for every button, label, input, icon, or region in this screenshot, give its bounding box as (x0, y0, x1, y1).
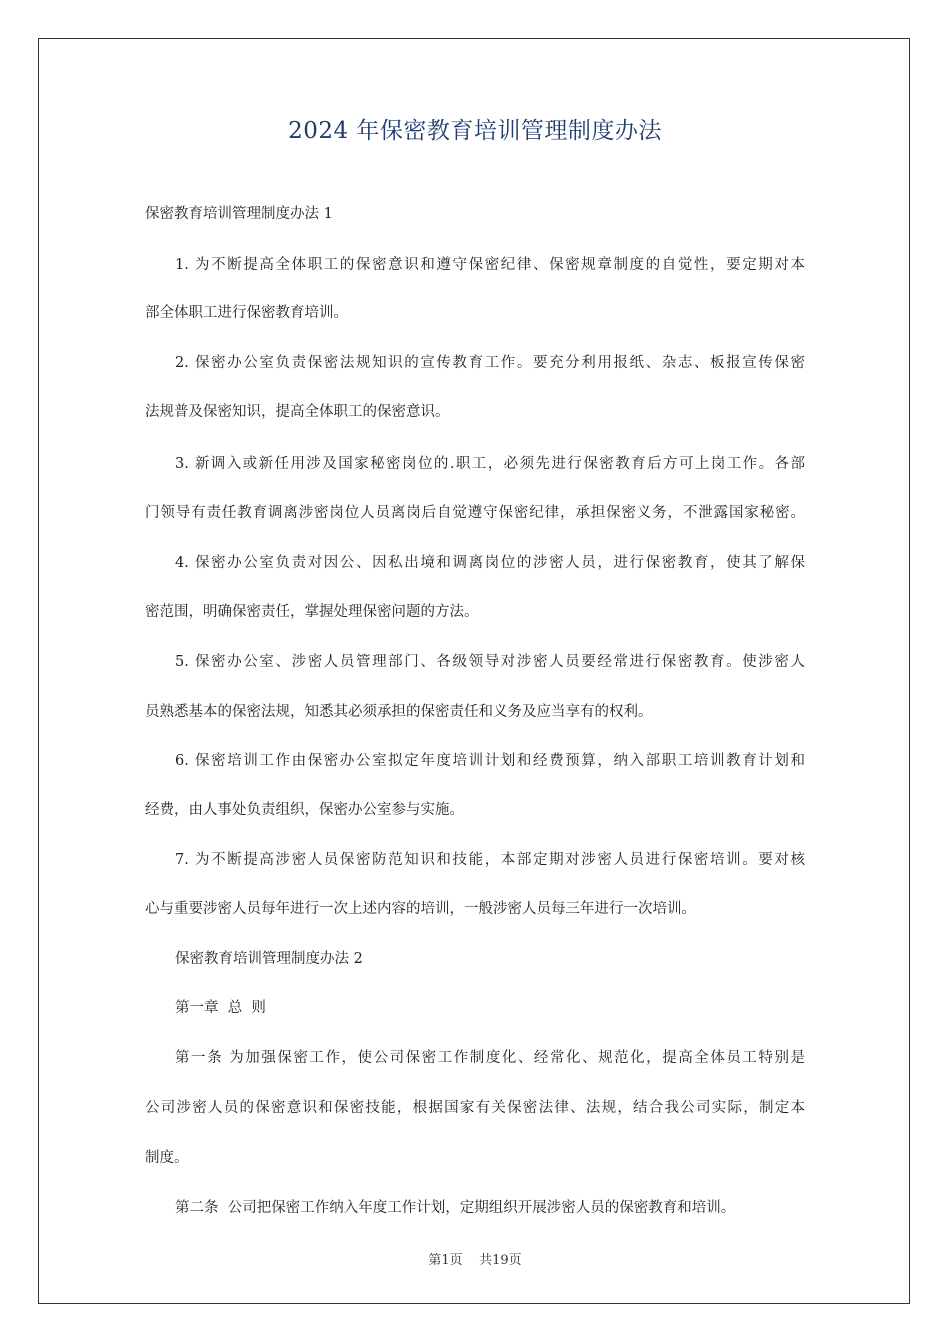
paragraph-2-line-2: 法规普及保密知识，提高全体职工的保密意识。 (145, 404, 450, 420)
article-1-line-2: 公司涉密人员的保密意识和保密技能，根据国家有关保密法律、法规，结合我公司实际，制定本 (145, 1100, 805, 1116)
article-2-line-1: 第二条 公司把保密工作纳入年度工作计划，定期组织开展涉密人员的保密教育和培训。 (175, 1200, 736, 1216)
paragraph-7-line-2: 心与重要涉密人员每年进行一次上述内容的培训，一般涉密人员每三年进行一次培训。 (145, 901, 696, 917)
paragraph-4-line-1: 4. 保密办公室负责对因公、因私出境和调离岗位的涉密人员，进行保密教育，使其了解保 (175, 555, 805, 571)
paragraph-6-line-2: 经费，由人事处负责组织，保密办公室参与实施。 (145, 802, 464, 818)
paragraph-3-line-1: 3. 新调入或新任用涉及国家秘密岗位的.职工，必须先进行保密教育后方可上岗工作。各部 (175, 456, 805, 472)
paragraph-7-line-1: 7. 为不断提高涉密人员保密防范知识和技能，本部定期对涉密人员进行保密培训。要对核 (175, 852, 805, 868)
page-number-footer: 第1页 共19页 (428, 1253, 522, 1268)
section-heading-1: 保密教育培训管理制度办法 1 (145, 206, 333, 222)
paragraph-1-line-2: 部全体职工进行保密教育培训。 (145, 305, 348, 321)
article-1-line-3: 制度。 (145, 1150, 189, 1166)
paragraph-5-line-2: 员熟悉基本的保密法规，知悉其必须承担的保密责任和义务及应当享有的权利。 (145, 704, 653, 720)
section-heading-2: 保密教育培训管理制度办法 2 (175, 951, 363, 967)
paragraph-4-line-2: 密范围，明确保密责任，掌握处理保密问题的方法。 (145, 604, 479, 620)
paragraph-6-line-1: 6. 保密培训工作由保密办公室拟定年度培训计划和经费预算，纳入部职工培训教育计划和 (175, 753, 805, 769)
paragraph-1-line-1: 1. 为不断提高全体职工的保密意识和遵守保密纪律、保密规章制度的自觉性，要定期对本 (175, 257, 805, 273)
paragraph-3-line-2: 门领导有责任教育调离涉密岗位人员离岗后自觉遵守保密纪律，承担保密义务，不泄露国家秘密。 (145, 505, 805, 521)
paragraph-2-line-1: 2. 保密办公室负责保密法规知识的宣传教育工作。要充分利用报纸、杂志、板报宣传保密 (175, 355, 805, 371)
article-1-line-1: 第一条 为加强保密工作，使公司保密工作制度化、经常化、规范化，提高全体员工特别是 (175, 1050, 805, 1066)
paragraph-5-line-1: 5. 保密办公室、涉密人员管理部门、各级领导对涉密人员要经常进行保密教育。使涉密人 (175, 654, 805, 670)
chapter-heading: 第一章 总 则 (175, 1000, 266, 1016)
document-title: 2024 年保密教育培训管理制度办法 (288, 118, 662, 144)
